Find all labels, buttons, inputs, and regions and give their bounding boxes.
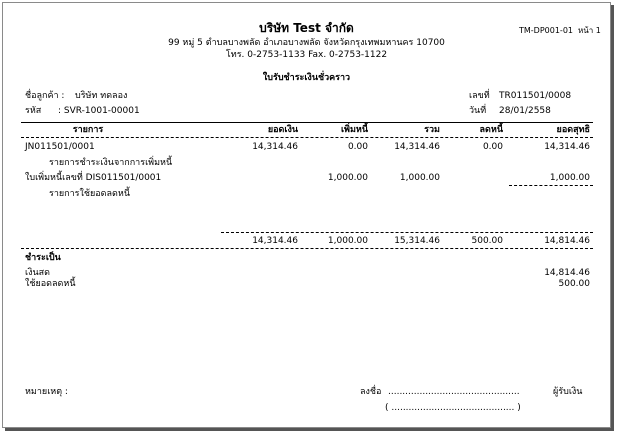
total-total: 15,314.46 [394, 236, 440, 246]
total-increase: 1,000.00 [327, 236, 368, 246]
customer-code: : SVR-1001-00001 [58, 106, 140, 116]
col-header-net: ยอดสุทธิ [556, 125, 590, 135]
total-amount: 14,314.46 [252, 236, 298, 246]
customer-code-label: รหัส [25, 106, 42, 116]
document-page [2, 2, 611, 428]
total-decrease: 500.00 [471, 236, 503, 246]
company-contact: โทร. 0-2753-1133 Fax. 0-2753-1122 [225, 50, 388, 60]
row-increase: 0.00 [347, 142, 368, 152]
remark-label: หมายเหตุ : [25, 387, 68, 397]
doc-date-label: วันที่ [469, 106, 487, 116]
doc-number-label: เลขที่ [469, 91, 490, 101]
signature-line: .............................................. [388, 387, 520, 397]
cash-label: เงินสด [25, 268, 50, 278]
col-header-amount: ยอดเงิน [267, 125, 298, 135]
receiver-label: ผู้รับเงิน [553, 387, 583, 397]
cash-value: 14,814.46 [544, 268, 590, 278]
row-decrease: 0.00 [482, 142, 503, 152]
company-address: 99 หมู่ 5 ตำบลบางพลัด อำเภอบางพลัด จังหวัดกรุงเทพมหานคร 10700 [168, 38, 445, 48]
table-top-rule [21, 122, 593, 123]
page-number: หน้า 1 [578, 26, 601, 35]
col-header-total: รวม [424, 125, 440, 135]
document-title: ใบรับชำระเงินชั่วคราว [262, 73, 351, 83]
row-net: 14,314.46 [544, 142, 590, 152]
doc-number: TR011501/0008 [499, 91, 572, 101]
row-increase: 1,000.00 [327, 173, 368, 183]
company-name: บริษัท Test จำกัด [259, 21, 354, 35]
col-header-increase: เพิ่มหนี้ [340, 125, 368, 135]
credit-label: ใช้ยอดลดหนี้ [25, 279, 76, 289]
payment-section-label: ชำระเป็น [25, 253, 61, 263]
section-subheading: รายการใช้ยอดลดหนี้ [49, 189, 130, 199]
customer-name: บริษัท ทดลอง [75, 91, 128, 101]
form-code: TM-DP001-01 [519, 26, 573, 35]
credit-value: 500.00 [558, 279, 590, 289]
totals-top-rule [221, 232, 593, 233]
row-item: ใบเพิ่มหนี้เลขที่ DIS011501/0001 [25, 173, 162, 183]
row-total: 1,000.00 [399, 173, 440, 183]
total-net: 14,814.46 [544, 236, 590, 246]
signer-name-line: ( ........................................... ) [385, 403, 521, 413]
totals-bottom-rule [21, 248, 593, 249]
signature-label: ลงชื่อ [360, 387, 382, 397]
net-subtotal-rule [509, 185, 593, 186]
col-header-item: รายการ [72, 125, 104, 135]
row-amount: 14,314.46 [252, 142, 298, 152]
col-header-decrease: ลดหนี้ [479, 125, 503, 135]
row-net: 1,000.00 [549, 173, 590, 183]
section-subheading: รายการชำระเงินจากการเพิ่มหนี้ [49, 158, 173, 168]
row-item: JN011501/0001 [25, 142, 95, 152]
row-total: 14,314.46 [394, 142, 440, 152]
customer-name-label: ชื่อลูกค้า : [25, 91, 65, 101]
table-header-rule [21, 137, 593, 138]
doc-date: 28/01/2558 [499, 106, 551, 116]
